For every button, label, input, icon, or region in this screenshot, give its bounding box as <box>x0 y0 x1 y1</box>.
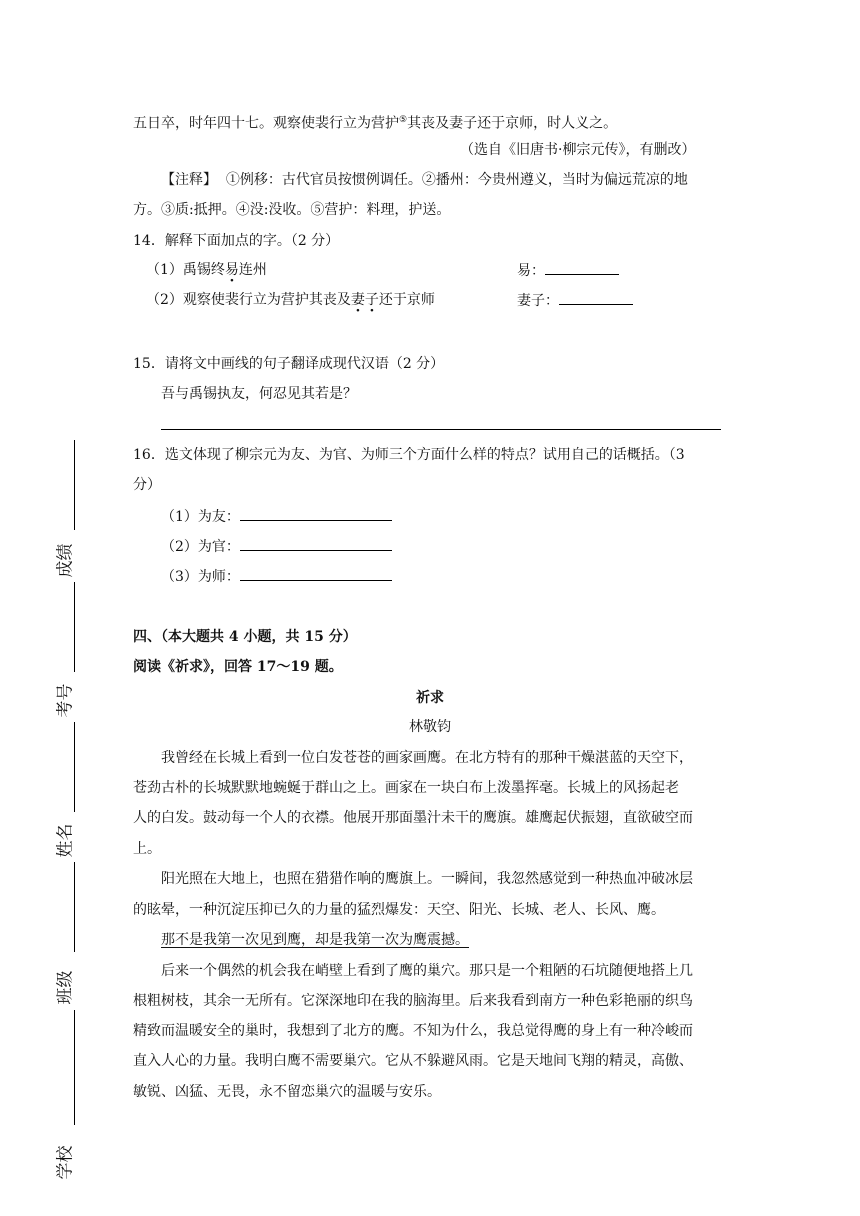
paragraph-line: 后来一个偶然的机会我在峭壁上看到了鹰的巢穴。那只是一个粗陋的石坑随便地搭上几 <box>161 963 693 979</box>
notes-line-1: 【注释】 ①例移：古代官员按惯例调任。②播州：今贵州遵义，当时为偏远荒凉的地 <box>161 172 688 188</box>
exam-no-label: 考号 <box>55 683 76 718</box>
class-label: 班级 <box>55 970 76 1005</box>
paragraph-line: 敏锐、凶猛、无畏，永不留恋巢穴的温暖与安乐。 <box>133 1084 441 1100</box>
q15-title: 15．请将文中画线的句子翻译成现代汉语（2 分） <box>133 356 445 372</box>
score-line[interactable] <box>74 440 75 530</box>
paragraph-line: 精致而温暖安全的巢时，我想到了北方的鹰。不知为什么，我总觉得鹰的身上有一种冷峻而 <box>133 1023 693 1039</box>
class-line[interactable] <box>74 862 75 952</box>
name-label: 姓名 <box>55 823 76 858</box>
paragraph-line: 上。 <box>133 841 161 857</box>
name-line[interactable] <box>74 722 75 812</box>
paragraph-line: 根粗树枝，其余一无所有。它深深地印在我的脑海里。后来我看到南方一种色彩艳丽的织鸟 <box>133 993 693 1009</box>
q16-title: 16．选文体现了柳宗元为友、为官、为师三个方面什么样的特点？试用自己的话概括。（3 <box>133 447 685 463</box>
q15-sentence: 吾与禹锡执友，何忍见其若是？ <box>161 386 357 402</box>
q16-answer-1[interactable]: （1）为友： <box>161 506 392 527</box>
school-label: 学校 <box>55 1145 76 1180</box>
q14-item-1: （1）禹锡终易连州 <box>146 262 267 278</box>
article-author: 林敬钧 <box>409 719 451 735</box>
q16-title-cont: 分） <box>133 477 161 493</box>
notes-line-2: 方。③质:抵押。④没:没收。⑤营护：料理，护送。 <box>133 202 451 218</box>
q14-title: 14．解释下面加点的字。（2 分） <box>133 233 340 249</box>
exam-no-line[interactable] <box>74 582 75 672</box>
school-line[interactable] <box>74 1010 75 1125</box>
paragraph-line: 阳光照在大地上，也照在猎猎作响的鹰旗上。一瞬间，我忽然感觉到一种热血冲破冰层 <box>161 871 693 887</box>
article-title: 祈求 <box>416 690 444 706</box>
q16-answer-3[interactable]: （3）为师： <box>161 566 392 587</box>
paragraph-line: 的眩晕，一种沉淀压抑已久的力量的猛烈爆发：天空、阳光、长城、老人、长风、鹰。 <box>133 902 665 918</box>
q14-answer-1[interactable]: 易： <box>517 260 619 281</box>
score-label: 成绩 <box>55 543 76 578</box>
q14-answer-2[interactable]: 妻子： <box>517 290 633 311</box>
underlined-sentence: 那不是我第一次见到鹰，却是我第一次为鹰震撼。 <box>161 932 469 948</box>
notes-label: 【注释】 <box>161 172 217 188</box>
paragraph-line: 我曾经在长城上看到一位白发苍苍的画家画鹰。在北方特有的那种干燥湛蓝的天空下， <box>161 750 693 766</box>
paragraph-line: 苍劲古朴的长城默默地蜿蜒于群山之上。画家在一块白布上泼墨挥毫。长城上的风扬起老 <box>133 780 679 796</box>
q14-item-2: （2）观察使裴行立为营护其丧及妻子还于京师 <box>146 292 435 308</box>
section-instruction: 阅读《祈求》，回答 17～19 题。 <box>133 659 343 675</box>
paragraph-line: 人的白发。鼓动每一个人的衣襟。他展开那面墨汁未干的鹰旗。雄鹰起伏振翅，直欲破空而 <box>133 810 693 826</box>
passage-line: 五日卒，时年四十七。观察使裴行立为营护⑤其丧及妻子还于京师，时人义之。 <box>133 115 618 132</box>
q16-answer-2[interactable]: （2）为官： <box>161 536 392 557</box>
section-heading: 四、（本大题共 4 小题，共 15 分） <box>133 629 357 645</box>
paragraph-line: 直入人心的力量。我明白鹰不需要巢穴。它从不躲避风雨。它是天地间飞翔的精灵，高傲、 <box>133 1053 693 1069</box>
q15-answer-line[interactable] <box>161 429 721 430</box>
passage-source: （选自《旧唐书·柳宗元传》，有删改） <box>460 142 696 158</box>
